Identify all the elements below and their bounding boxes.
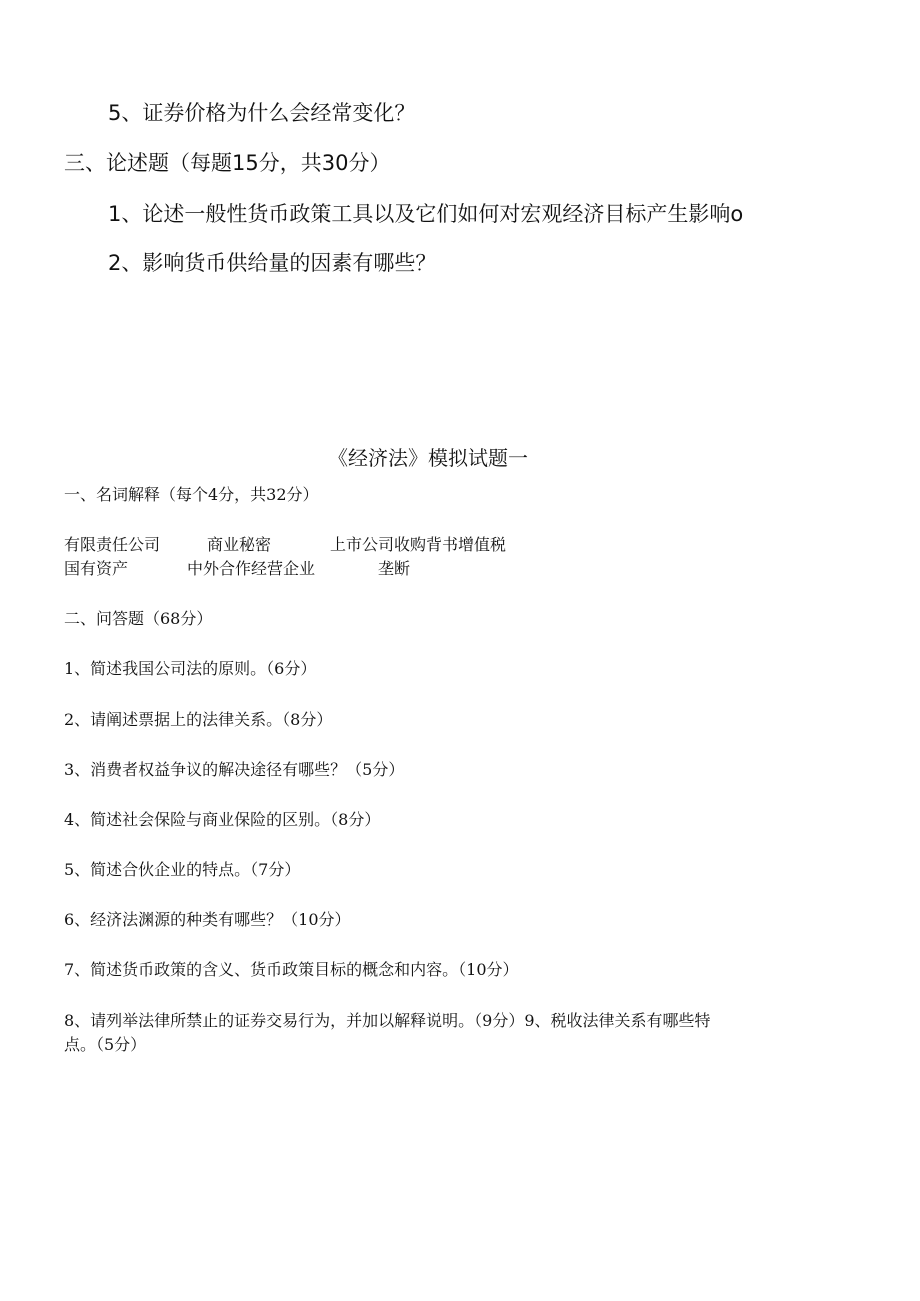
question-item: 5、简述合伙企业的特点。（7分）	[64, 860, 301, 879]
question-8-9-line-2: 点。（5分）	[64, 1035, 147, 1054]
question-8-9-line-1: 8、请列举法律所禁止的证券交易行为，并加以解释说明。（9分）9、税收法律关系有哪些特	[64, 1011, 711, 1030]
question-item: 2、请阐述票据上的法律关系。（8分）	[64, 710, 333, 729]
question-item: 4、简述社会保险与商业保险的区别。（8分）	[64, 810, 381, 829]
exam-title: 《经济法》模拟试题一	[328, 446, 528, 470]
term: 垄断	[378, 559, 411, 578]
question-5: 5、证券价格为什么会经常变化？	[108, 101, 416, 125]
term: 上市公司收购背书增值税	[330, 535, 507, 554]
term: 商业秘密	[207, 535, 272, 554]
question-item: 1、简述我国公司法的原则。（6分）	[64, 659, 317, 678]
question-item: 3、消费者权益争议的解决途径有哪些？（5分）	[64, 760, 405, 779]
question-item: 6、经济法渊源的种类有哪些？（10分）	[64, 910, 351, 929]
essay-question-2: 2、影响货币供给量的因素有哪些？	[108, 251, 437, 275]
term: 有限责任公司	[64, 535, 161, 554]
section-1-heading: 一、名词解释（每个4分，共32分）	[64, 485, 319, 504]
term: 中外合作经营企业	[187, 559, 316, 578]
section-3-heading: 三、论述题（每题15分，共30分）	[64, 151, 391, 175]
question-item: 7、简述货币政策的含义、货币政策目标的概念和内容。（10分）	[64, 960, 519, 979]
section-2-heading: 二、问答题（68分）	[64, 609, 213, 628]
essay-question-1: 1、论述一般性货币政策工具以及它们如何对宏观经济目标产生影响o	[108, 202, 744, 226]
term: 国有资产	[64, 559, 129, 578]
